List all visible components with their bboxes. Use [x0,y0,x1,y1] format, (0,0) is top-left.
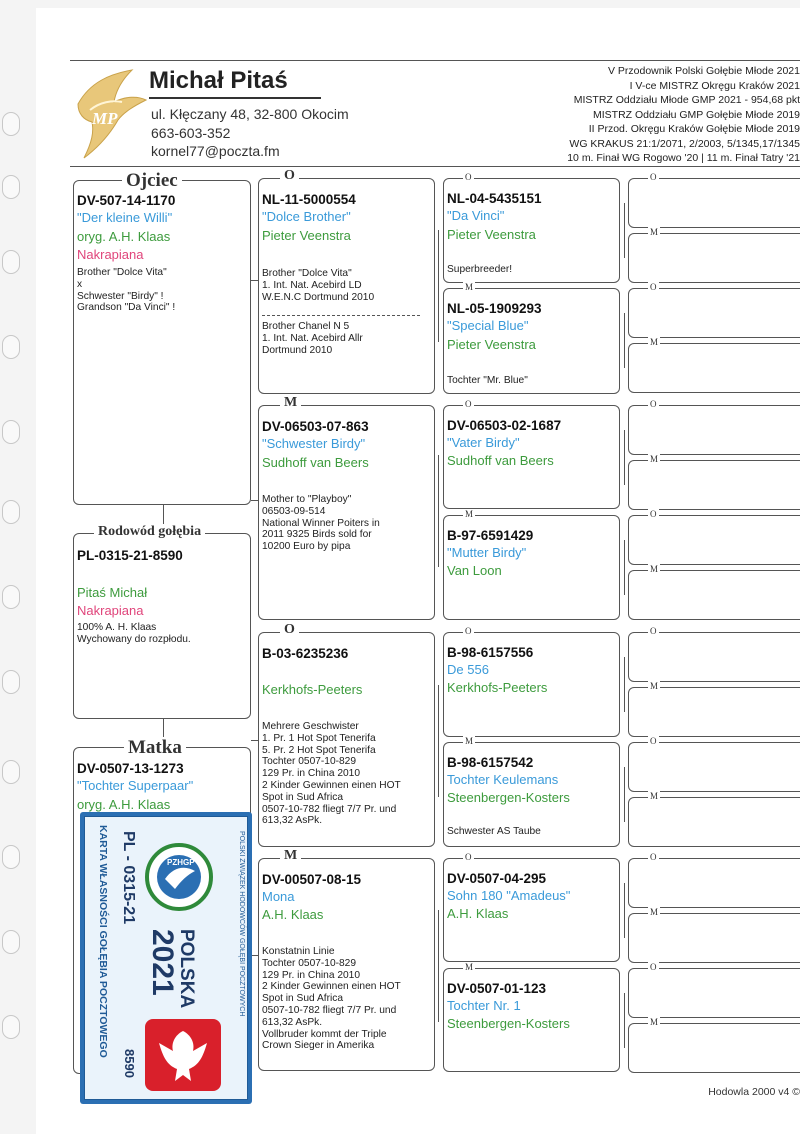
grandparent-name-4: Mona [262,889,295,904]
achievement-item: MISTRZ Oddziału GMP Gołębie Młode 2019 [593,108,800,121]
mother-ring: DV-0507-13-1273 [77,761,184,776]
father-name: "Der kleine Willi" [77,210,173,225]
owner-address: ul. Kłęczany 48, 32-800 Okocim [151,106,349,122]
gen4-box [628,178,800,228]
connector [438,685,439,797]
gen4-box [628,343,800,393]
card-title: KARTA WŁASNOŚCI GOŁĘBIA POCZTOWEGO [97,825,109,1058]
owner-name: Michał Pitaś [149,67,288,94]
gen4-legend: O [650,852,657,862]
gen3-breeder-4: Van Loon [447,563,502,578]
connector [251,955,258,956]
grandparent-info-3: Mehrere Geschwister 1. Pr. 1 Hot Spot Tenerifa 5. Pr. 2 Hot Spot Tenerifa Tochter 0507-10-829 129 Pr. in China 2010 2 Kinder Gewinnen einen HOT Spot in Sud Africa 0507-10-782 fliegt 7/7 Pr. und 613,32 AsPk. [262,721,401,827]
gen4-box [628,515,800,565]
gen4-legend: O [650,172,657,182]
gen3-name-7: Sohn 180 "Amadeus" [447,888,571,903]
gen3-ring-8: DV-0507-01-123 [447,981,547,996]
gen3-name-6: Tochter Keulemans [447,772,559,787]
grandparent-name-1: "Dolce Brother" [262,209,351,224]
gen3-info-1: Superbreeder! [447,264,513,275]
gen3-breeder-5: Kerkhofs-Peeters [447,680,548,695]
binder-holes [0,0,36,1134]
gen3-breeder-8: Steenbergen-Kosters [447,1016,570,1031]
info-separator [262,315,420,316]
gen3-ring-5: B-98-6157556 [447,645,534,660]
grandparent-legend-4: M [280,848,301,864]
gen3-breeder-7: A.H. Klaas [447,906,509,921]
gen3-name-1: "Da Vinci" [447,208,505,223]
father-breeder: oryg. A.H. Klaas [77,229,171,244]
gen4-box [628,742,800,792]
achievements-list [500,64,800,166]
connector [438,455,439,567]
connector [438,230,439,342]
gen3-ring-1: NL-04-5435151 [447,191,542,206]
owner-phone: 663-603-352 [151,125,231,141]
achievement-item: MISTRZ Oddziału Młode GMP 2021 - 954,68 pkt [573,94,800,106]
dove-logo [70,62,150,162]
connector [438,910,439,1022]
connector [624,430,625,485]
pigeon-info: 100% A. H. Klaas Wychowany do rozpłodu. [77,622,191,645]
grandparent-info-1: Brother "Dolce Vita" 1. Int. Nat. Acebird LD W.E.N.C Dortmund 2010 [262,268,375,303]
gen4-box [628,687,800,737]
gen3-ring-3: DV-06503-02-1687 [447,418,562,433]
polish-eagle-emblem [145,1019,221,1091]
grandparent-breeder-1: Pieter Veenstra [262,228,351,243]
gen3-legend-2: M [465,282,474,292]
achievement-item: 10 m. Finał WG Rogowo '20 | 11 m. Finał Tatry '21 [567,152,800,164]
pigeon-breeder: Pitaś Michał [77,585,148,600]
gen3-breeder-3: Sudhoff van Beers [447,453,554,468]
grandparent-info-4: Konstatnin Linie Tochter 0507-10-829 129 Pr. in China 2010 2 Kinder Gewinnen einen HOT Spot in Sud Africa 0507-10-782 fliegt 7/7 Pr. und 613,32 AsPk. Vollbruder kommt der Triple Crown Sieger in Amerika [262,946,401,1052]
gen3-name-3: "Vater Birdy" [447,435,520,450]
gen4-legend: O [650,282,657,292]
gen3-breeder-2: Pieter Veenstra [447,337,536,352]
gen4-box [628,460,800,510]
gen4-box [628,570,800,620]
gen3-ring-7: DV-0507-04-295 [447,871,547,886]
connector [624,993,625,1048]
footer-software: Hodowla 2000 v4 © [708,1086,800,1098]
father-legend: Ojciec [122,170,182,192]
gen4-legend: M [650,564,659,574]
gen4-legend: O [650,509,657,519]
gen4-legend: O [650,736,657,746]
mother-legend: Matka [124,737,186,759]
gen3-name-8: Tochter Nr. 1 [447,998,521,1013]
grandparent-ring-1: NL-11-5000554 [262,192,356,207]
gen4-box [628,797,800,847]
gen3-breeder-1: Pieter Veenstra [447,227,536,242]
card-number: 8590 [122,1049,137,1078]
gen4-box [628,1023,800,1073]
grandparent-legend-1: O [280,168,299,184]
gen4-box [628,632,800,682]
gen4-legend: O [650,962,657,972]
gen3-info-2: Tochter "Mr. Blue" [447,375,528,386]
gen4-legend: M [650,337,659,347]
header-top-rule [70,60,800,61]
gen4-legend: M [650,227,659,237]
logo-text: MP [92,109,118,128]
grandparent-breeder-3: Kerkhofs-Peeters [262,682,363,697]
gen4-legend: M [650,1017,659,1027]
connector [624,203,625,258]
grandparent-ring-3: B-03-6235236 [262,646,349,661]
gen3-ring-4: B-97-6591429 [447,528,534,543]
gen4-box [628,858,800,908]
gen4-legend: O [650,399,657,409]
gen4-legend: O [650,626,657,636]
gen3-name-5: De 556 [447,662,489,677]
father-color: Nakrapiana [77,247,144,262]
pzhgp-emblem [141,831,215,917]
father-ring: DV-507-14-1170 [77,193,176,208]
card-year: 2021 [146,929,179,996]
gen4-box [628,233,800,283]
achievement-item: II Przod. Okręgu Kraków Gołębie Młode 2019 [588,123,800,135]
owner-email: kornel77@poczta.fm [151,143,280,159]
gen3-legend-3: O [465,399,472,409]
gen4-legend: M [650,454,659,464]
gen4-box [628,405,800,455]
mother-name: "Tochter Superpaar" [77,778,194,793]
emblem-text: PZHGP [167,858,195,867]
owner-name-underline [149,97,321,99]
grandparent-legend-3: O [280,622,299,638]
gen3-name-2: "Special Blue" [447,318,529,333]
gen3-name-4: "Mutter Birdy" [447,545,527,560]
grandparent-legend-2: M [280,395,301,411]
gen4-box [628,913,800,963]
connector [624,540,625,595]
gen3-ring-2: NL-05-1909293 [447,301,542,316]
grandparent-info-2: Mother to "Playboy" 06503-09-514 National Winner Poiters in 2011 9325 Birds sold for 10200 Euro by pipa [262,494,380,553]
grandparent-info-1b: Brother Chanel N 5 1. Int. Nat. Acebird Allr Dortmund 2010 [262,321,363,356]
gen3-breeder-6: Steenbergen-Kosters [447,790,570,805]
gen4-legend: M [650,907,659,917]
grandparent-ring-2: DV-06503-07-863 [262,419,369,434]
connector [624,883,625,938]
grandparent-ring-4: DV-00507-08-15 [262,872,362,887]
grandparent-name-2: "Schwester Birdy" [262,436,366,451]
gen4-legend: M [650,791,659,801]
achievement-item: V Przodownik Polski Gołębie Młode 2021 [607,65,800,77]
connector [624,313,625,368]
connector [251,740,258,741]
pigeon-color: Nakrapiana [77,603,144,618]
connector [624,657,625,712]
gen3-ring-6: B-98-6157542 [447,755,534,770]
connector [251,500,258,501]
ownership-card [80,812,252,1104]
gen3-legend-6: M [465,736,474,746]
header-bottom-rule [70,166,800,167]
connector [251,280,258,281]
grandparent-breeder-2: Sudhoff van Beers [262,455,369,470]
gen3-legend-5: O [465,626,472,636]
gen3-legend-7: O [465,852,472,862]
pigeon-legend: Rodowód gołębia [94,524,205,540]
pigeon-ring: PL-0315-21-8590 [77,548,183,563]
card-association: POLSKI ZWIĄZEK HODOWCÓW GOŁĘBI POCZTOWYCH [238,831,245,1017]
gen4-legend: M [650,681,659,691]
achievement-item: I V-ce MISTRZ Okręgu Kraków 2021 [629,79,800,92]
gen3-legend-4: M [465,509,474,519]
card-country: POLSKA [176,929,197,1009]
gen4-box [628,288,800,338]
connector [624,767,625,822]
card-ring: PL - 0315-21 [120,831,137,925]
father-info: Brother "Dolce Vita" x Schwester "Birdy" ! Grandson "Da Vinci" ! [77,267,176,314]
grandparent-breeder-4: A.H. Klaas [262,907,324,922]
gen3-legend-1: O [465,172,472,182]
ownership-card-inner [84,816,248,1100]
gen3-legend-8: M [465,962,474,972]
gen4-box [628,968,800,1018]
mother-breeder: oryg. A.H. Klaas [77,797,171,812]
gen3-info-6: Schwester AS Taube [447,826,541,837]
achievement-item: WG KRAKUS 21:1/2071, 2/2003, 5/1345,17/1345 [569,137,800,150]
